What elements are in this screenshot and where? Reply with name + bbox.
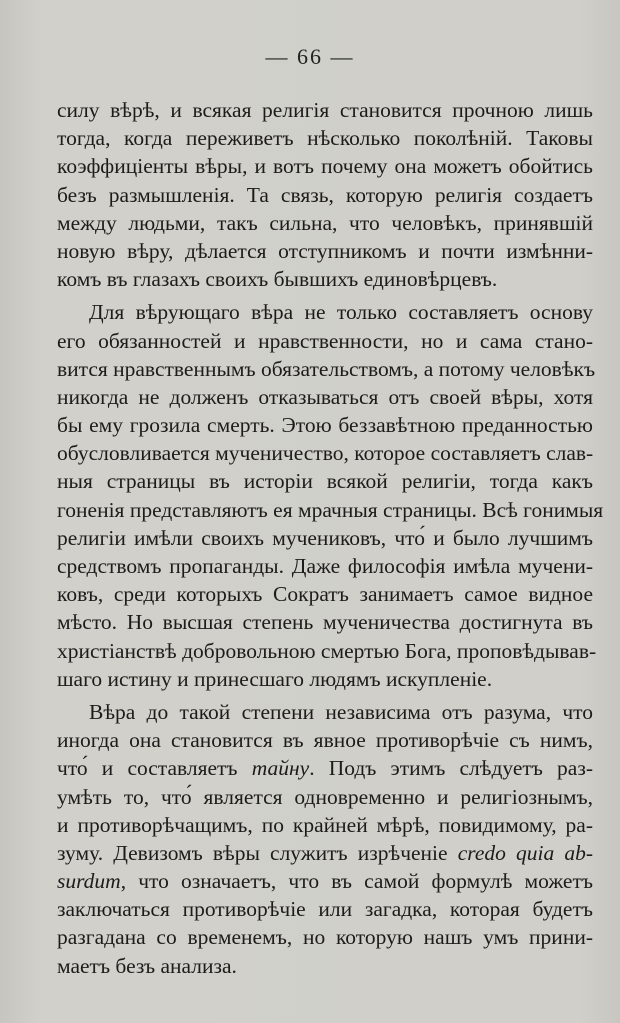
text-line: Для вѣрующаго вѣра не только составляетъ основу (89, 300, 593, 325)
text-line: между людьми, такъ сильна, что человѣкъ, принявшій (57, 210, 593, 235)
text-line: новую вѣру, дѣлается отступникомъ и почти измѣнни- (57, 238, 593, 263)
text-line: гоненія представляютъ ея мрачныя страницы. Всѣ гонимыя (57, 497, 604, 522)
text-line: заключаться противорѣчіе или загадка, которая будетъ (57, 897, 593, 922)
page-body (57, 96, 604, 980)
paragraph-1 (57, 96, 593, 293)
text-line: Вѣра до такой степени независима отъ разума, что (89, 699, 593, 724)
text-line: маетъ безъ анализа. (57, 953, 237, 978)
text-line: ныя страницы въ исторіи всякой религіи, тогда какъ (57, 469, 593, 494)
text-line: ковъ, среди которыхъ Сократъ занимаетъ самое видное (57, 582, 593, 607)
text-line (57, 839, 593, 867)
text-line: иногда она становится въ явное противорѣчіе съ нимъ, (57, 728, 593, 753)
text-fragment: , что означаетъ, что въ самой формулѣ можетъ (120, 869, 593, 894)
text-line: умѣть то, что́ является одновременно и религіознымъ, (57, 784, 593, 809)
text-line: никогда не долженъ отказываться отъ своей вѣры, хотя (57, 384, 593, 409)
paragraph-3 (57, 698, 593, 980)
text-line: вится нравственнымъ обязательствомъ, а потому человѣкъ (57, 356, 596, 381)
text-line: коэффиціенты вѣры, и вотъ почему она можетъ обойтись (57, 154, 593, 179)
text-line: разгадана со временемъ, но которую нашъ умъ прини- (57, 925, 593, 950)
paragraph-2 (57, 298, 604, 693)
text-line: обусловливается мученичество, которое составляетъ слав- (57, 441, 594, 466)
text-fragment: зуму. Девизомъ вѣры служитъ изрѣченіе (57, 840, 458, 865)
text-line: комъ въ глазахъ своихъ бывшихъ единовѣрцевъ. (57, 267, 498, 292)
text-line: шаго истину и принесшаго людямъ искупленіе. (57, 666, 493, 691)
text-line: средствомъ пропаганды. Даже философія имѣла мучени- (57, 554, 593, 578)
text-fragment: что́ и составляетъ (57, 756, 252, 781)
text-line (57, 867, 593, 895)
page-number: — 66 — (265, 44, 355, 69)
italic-term: credo quia ab- (457, 840, 593, 865)
text-line: силу вѣрѣ, и всякая религія становится прочною лишь (57, 98, 593, 122)
text-line: христіанствѣ добровольною смертью Бога, проповѣдывав- (57, 638, 597, 663)
text-line: тогда, когда переживетъ нѣсколько поколѣній. Таковы (57, 126, 593, 151)
text-line: безъ размышленія. Та связь, которую религія создаетъ (57, 182, 593, 207)
italic-term: тайну (251, 756, 310, 781)
text-line: мѣсто. Но высшая степень мученичества достигнута въ (57, 610, 593, 635)
text-line: бы ему грозила смерть. Этою беззавѣтною преданностью (57, 413, 593, 438)
text-line: его обязанностей и нравственности, но и сама стано- (57, 328, 593, 353)
text-fragment: . Подъ этимъ слѣдуетъ раз- (309, 756, 593, 781)
text-line: религіи имѣли своихъ мучениковъ, что́ и было лучшимъ (57, 525, 593, 550)
text-line (57, 754, 593, 782)
italic-term: surdum (57, 869, 121, 894)
text-line: и противорѣчащимъ, по крайней мѣрѣ, повидимому, ра- (57, 812, 593, 837)
